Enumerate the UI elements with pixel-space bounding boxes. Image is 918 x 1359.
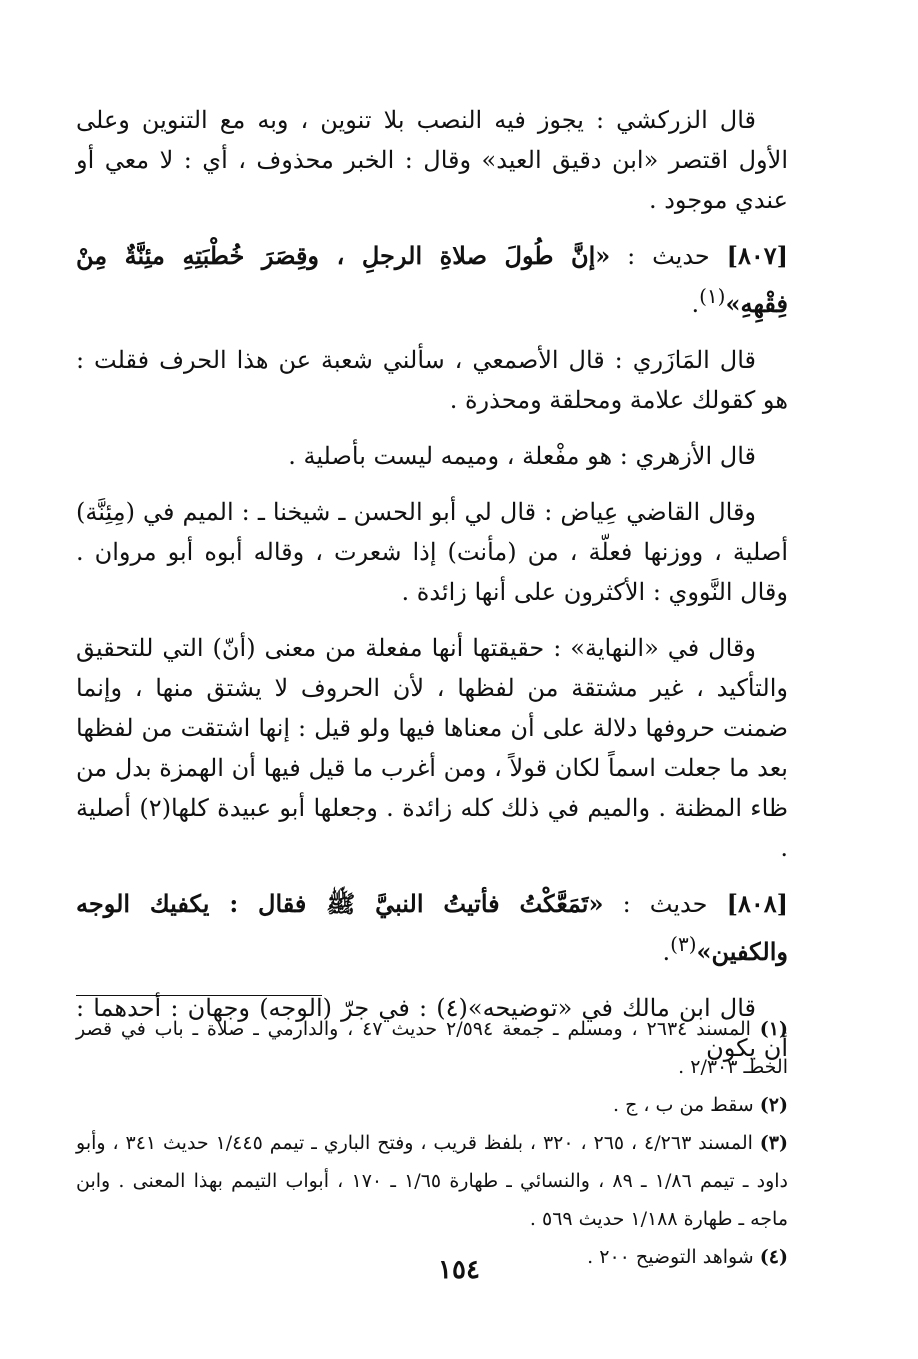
hadith-end: .	[691, 290, 700, 318]
footnote-text: شواهد التوضيح ٢٠٠ .	[587, 1246, 754, 1268]
paragraph-iyad: وقال القاضي عِياض : قال لي أبو الحسن ـ شيخنا ـ : الميم في (مِئِنَّة) أصلية ، ووزنها فعلّة ، من (مأنت) إذا شعرت ، وقاله أبوه أبو مروان . وقال النَّووي : الأكثرون على أنها زائدة .	[76, 498, 788, 606]
footnote-2	[76, 1086, 788, 1124]
paragraph-azhari: قال الأزهري : هو مفْعلة ، وميمه ليست بأصلية .	[288, 442, 756, 470]
hadith-lead: حديث :	[627, 242, 710, 270]
paragraph-zarkashi: قال الزركشي : يجوز فيه النصب بلا تنوين ، وبه مع التنوين وعلى الأول اقتصر «ابن دقيق العيد» وقال : الخبر محذوف ، أي : لا معي أو عندي موجود .	[76, 106, 788, 214]
hadith-807	[76, 236, 788, 324]
footnote-separator	[76, 995, 322, 996]
paragraph-nihaya: وقال في «النهاية» : حقيقتها أنها مفعلة من معنى (أنّ) التي للتحقيق والتأكيد ، غير مشتقة من لفظها ، لأن الحروف لا يشتق منها ، وإنما ضمنت حروفها دلالة على أن معناها فيها ولو قيل : إنها اشتقت من لفظها بعد ما جعلت اسماً لكان قولاً ، ومن أغرب ما قيل فيها أن الهمزة بدل من ظاء المظنة . والميم في ذلك كله زائدة . وجعلها أبو عبيدة كلها(٢) أصلية .	[76, 634, 789, 862]
footnote-text: المسند ٤/٢٦٣ ، ٢٦٥ ، ٣٢٠ ، بلفظ قريب ، وفتح الباري ـ تيمم ١/٤٤٥ حديث ٣٤١ ، وأبو داود ـ تيمم ١/٨٦ ـ ٨٩ ، والنسائي ـ طهارة ١/٦٥ ـ ١٧٠ ، أبواب التيمم بهذا المعنى . وابن ماجه ـ طهارة ١/١٨٨ حديث ٥٦٩ .	[76, 1132, 788, 1230]
main-text	[76, 100, 788, 1068]
paragraph-mazari: قال المَازَري : قال الأصمعي ، سألني شعبة عن هذا الحرف فقلت : هو كقولك علامة ومحلقة ومحذرة .	[76, 346, 788, 414]
footnote-number: (٤)	[759, 1246, 788, 1268]
footnote-text: المسند ٢٦٣٤ ، ومسلم ـ جمعة ٢/٥٩٤ حديث ٤٧ ، والدارمي ـ صلاة ـ باب في قصر الخطـ ٢/٣٠٣ .	[76, 1018, 788, 1078]
footnote-3	[76, 1124, 788, 1238]
footnote-number: (٢)	[759, 1094, 788, 1116]
footnotes	[76, 1010, 788, 1276]
paragraph-ibn-malik: قال ابن مالك في «توضيحه»(٤) : في جرّ (الوجه) وجهان : أحدهما : أن يكون	[76, 994, 788, 1062]
hadith-text: «إنَّ طُولَ صلاةِ الرجلِ ، وقِصَرَ خُطْبَتِهِ مئِنَّةٌ مِنْ فِقْهِهِ»	[76, 241, 788, 318]
hadith-number: [٨٠٧]	[726, 241, 788, 270]
footnote-1	[76, 1010, 788, 1086]
hadith-end: .	[662, 938, 671, 966]
footnote-ref: (٣)	[670, 932, 697, 956]
footnote-text: سقط من ب ، ج .	[613, 1094, 754, 1116]
hadith-lead: حديث :	[622, 890, 708, 918]
page-number: ١٥٤	[438, 1255, 480, 1285]
footnote-ref: (١)	[699, 284, 726, 308]
hadith-808	[76, 884, 788, 972]
footnote-number: (٣)	[759, 1132, 789, 1154]
hadith-text: «تَمَعَّكْتُ فأتيتُ النبيَّ ﷺ فقال : يكفيك الوجه والكفين»	[76, 889, 788, 966]
hadith-number: [٨٠٨]	[726, 889, 788, 918]
footnote-number: (١)	[759, 1018, 789, 1040]
